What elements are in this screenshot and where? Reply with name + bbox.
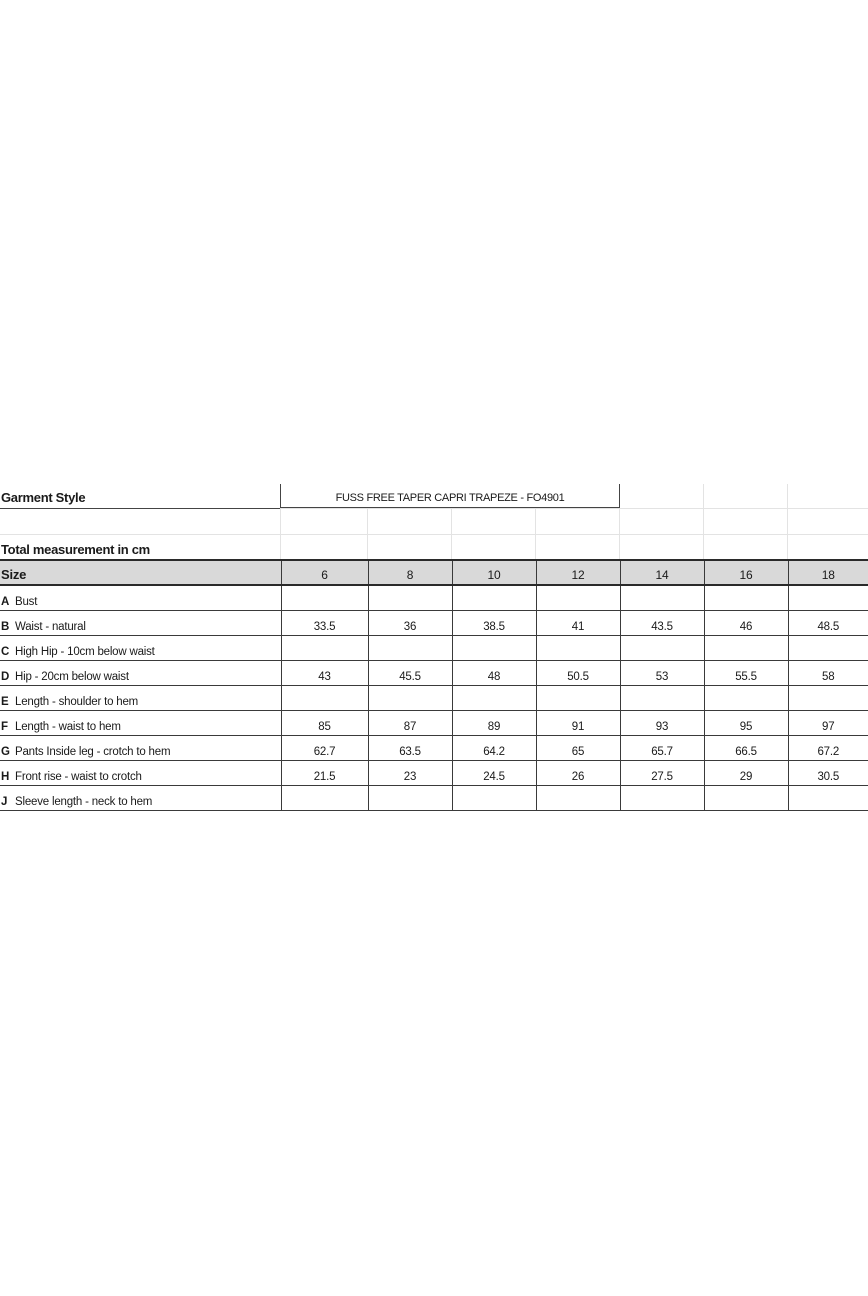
measurement-code: E — [1, 695, 9, 708]
measurement-value-cell — [281, 785, 368, 810]
garment-style-label: Garment Style — [1, 490, 86, 505]
measurement-value-cell: 55.5 — [704, 660, 788, 685]
measurement-label — [0, 785, 281, 810]
measurement-value-cell: 87 — [368, 710, 452, 735]
size-header-cell: 14 — [620, 560, 704, 585]
measurement-value-cell: 48.5 — [788, 610, 868, 635]
measurement-value-cell: 46 — [704, 610, 788, 635]
measurement-value-cell — [788, 785, 868, 810]
gridline — [535, 508, 536, 559]
measurement-row — [0, 585, 868, 610]
measurement-value-cell: 33.5 — [281, 610, 368, 635]
measurement-row — [0, 735, 868, 760]
size-header-cell: 6 — [281, 560, 368, 585]
measurement-value-cell: 26 — [536, 760, 620, 785]
measurement-value-cell — [536, 685, 620, 710]
measurement-value-cell — [704, 785, 788, 810]
measurement-value-cell — [620, 635, 704, 660]
measurement-name: Waist - natural — [15, 620, 86, 633]
measurement-value-cell: 36 — [368, 610, 452, 635]
measurement-value-cell: 53 — [620, 660, 704, 685]
measurement-value-cell: 43.5 — [620, 610, 704, 635]
measurement-value-cell: 65.7 — [620, 735, 704, 760]
measurement-name: Hip - 20cm below waist — [15, 670, 129, 683]
size-header-row — [0, 560, 868, 585]
measurement-value-cell — [620, 785, 704, 810]
measurement-value-cell: 91 — [536, 710, 620, 735]
measurement-value-cell — [368, 585, 452, 610]
measurement-name: Sleeve length - neck to hem — [15, 795, 153, 808]
size-header-cell: 8 — [368, 560, 452, 585]
garment-style-underline — [0, 508, 280, 509]
measurement-label — [0, 585, 281, 610]
measurement-value-cell — [536, 785, 620, 810]
measurement-name: High Hip - 10cm below waist — [15, 645, 155, 658]
measurement-value-cell: 64.2 — [452, 735, 536, 760]
measurement-value-cell — [704, 685, 788, 710]
measurement-row — [0, 710, 868, 735]
gridline — [787, 484, 788, 559]
measurement-value-cell — [536, 585, 620, 610]
measurement-value-cell: 50.5 — [536, 660, 620, 685]
size-header-label: Size — [0, 560, 281, 585]
measurement-row — [0, 660, 868, 685]
measurement-value-cell — [788, 585, 868, 610]
measurement-row — [0, 610, 868, 635]
measurement-code: J — [1, 795, 8, 808]
size-header-cell: 10 — [452, 560, 536, 585]
measurement-code: B — [1, 620, 10, 633]
size-header-cell: 12 — [536, 560, 620, 585]
measurement-row — [0, 685, 868, 710]
measurement-value-cell — [368, 785, 452, 810]
measurement-value-cell: 63.5 — [368, 735, 452, 760]
measurement-value-cell: 66.5 — [704, 735, 788, 760]
measurement-row — [0, 635, 868, 660]
measurement-value-cell — [368, 685, 452, 710]
measurement-value-cell — [704, 635, 788, 660]
measurement-value-cell: 21.5 — [281, 760, 368, 785]
measurement-label — [0, 760, 281, 785]
measurement-value-cell — [452, 685, 536, 710]
size-header-cell: 16 — [704, 560, 788, 585]
measurement-value-cell — [281, 635, 368, 660]
measurement-value-cell — [281, 685, 368, 710]
gridline — [451, 508, 452, 559]
gridline — [367, 508, 368, 559]
measurement-value-cell — [620, 685, 704, 710]
measurement-table — [0, 559, 868, 811]
gridline — [703, 484, 704, 559]
measurement-value-cell: 23 — [368, 760, 452, 785]
measurement-row — [0, 760, 868, 785]
measurement-value-cell — [620, 585, 704, 610]
measurement-value-cell — [368, 635, 452, 660]
measurement-value-cell: 65 — [536, 735, 620, 760]
measurement-value-cell — [788, 685, 868, 710]
gridline — [280, 508, 868, 509]
measurement-value-cell — [536, 635, 620, 660]
measurement-label — [0, 610, 281, 635]
measurement-value-cell: 97 — [788, 710, 868, 735]
total-measurement-label: Total measurement in cm — [1, 542, 150, 557]
measurement-value-cell — [452, 635, 536, 660]
measurement-value-cell: 67.2 — [788, 735, 868, 760]
measurement-value-cell: 24.5 — [452, 760, 536, 785]
measurement-label — [0, 660, 281, 685]
measurement-value-cell — [452, 785, 536, 810]
garment-style-value: FUSS FREE TAPER CAPRI TRAPEZE - FO4901 — [280, 484, 620, 508]
gridline — [619, 508, 620, 559]
measurement-value-cell — [704, 585, 788, 610]
measurement-value-cell: 93 — [620, 710, 704, 735]
size-header-cell: 18 — [788, 560, 868, 585]
measurement-value-cell: 62.7 — [281, 735, 368, 760]
measurement-value-cell: 43 — [281, 660, 368, 685]
measurement-value-cell: 30.5 — [788, 760, 868, 785]
measurement-code: D — [1, 670, 10, 683]
measurement-name: Pants Inside leg - crotch to hem — [15, 745, 171, 758]
measurement-value-cell: 29 — [704, 760, 788, 785]
measurement-label — [0, 735, 281, 760]
measurement-value-cell: 48 — [452, 660, 536, 685]
measurement-value-cell: 38.5 — [452, 610, 536, 635]
size-chart-sheet — [0, 482, 868, 827]
measurement-row — [0, 785, 868, 810]
measurement-name: Front rise - waist to crotch — [15, 770, 142, 783]
gridline — [280, 508, 281, 559]
measurement-label — [0, 635, 281, 660]
measurement-name: Bust — [15, 595, 38, 608]
measurement-value-cell: 85 — [281, 710, 368, 735]
measurement-value-cell: 95 — [704, 710, 788, 735]
measurement-value-cell: 27.5 — [620, 760, 704, 785]
measurement-label — [0, 685, 281, 710]
measurement-value-cell: 45.5 — [368, 660, 452, 685]
gridline — [0, 534, 868, 535]
measurement-code: C — [1, 645, 10, 658]
measurement-table-body — [0, 560, 868, 810]
measurement-name: Length - shoulder to hem — [15, 695, 139, 708]
measurement-label — [0, 710, 281, 735]
measurement-value-cell: 41 — [536, 610, 620, 635]
measurement-value-cell — [788, 635, 868, 660]
measurement-value-cell: 89 — [452, 710, 536, 735]
measurement-value-cell: 58 — [788, 660, 868, 685]
measurement-code: F — [1, 720, 8, 733]
measurement-code: A — [1, 595, 10, 608]
measurement-name: Length - waist to hem — [15, 720, 121, 733]
measurement-value-cell — [281, 585, 368, 610]
measurement-code: H — [1, 770, 10, 783]
measurement-value-cell — [452, 585, 536, 610]
measurement-code: G — [1, 745, 10, 758]
